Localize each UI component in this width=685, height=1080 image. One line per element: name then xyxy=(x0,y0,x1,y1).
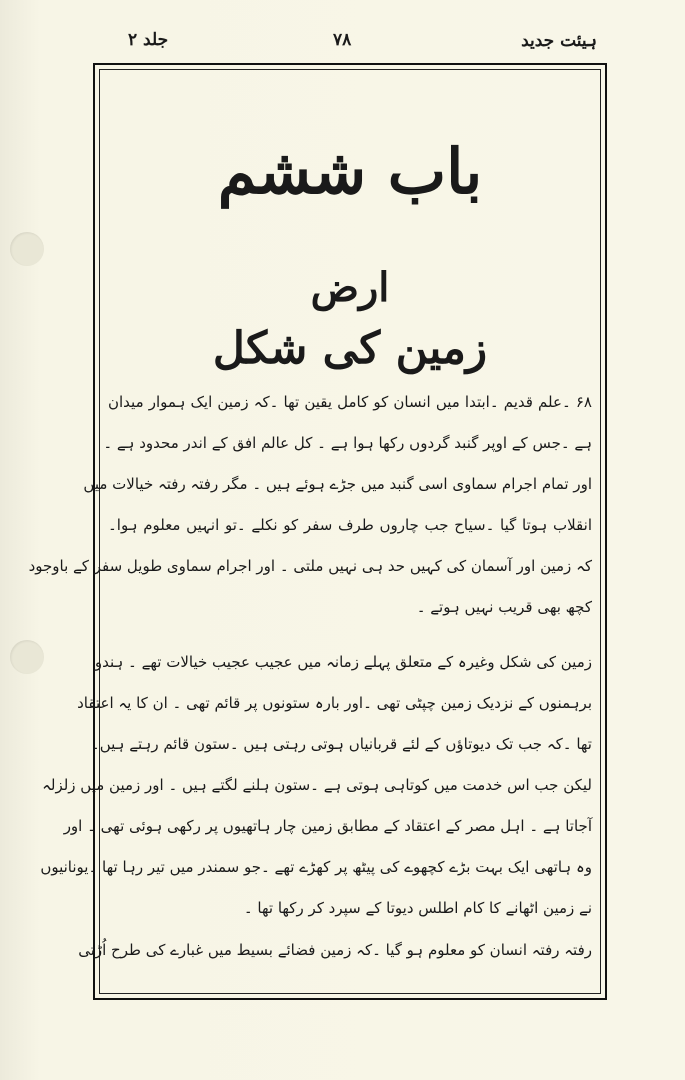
text-line: آجاتا ہے ۔ اہل مصر کے اعتقاد کے مطابق زمین چار ہاتھیوں پر رکھی ہوئی تھی ۔ اور xyxy=(63,817,592,835)
text-line: زمین کی شکل وغیرہ کے متعلق پہلے زمانہ میں عجیب عجیب خیالات تھے ۔ ہندو xyxy=(94,653,592,671)
text-line: وہ ہاتھی ایک بہت بڑے کچھوے کی پیٹھ پر کھڑے تھے ۔جو سمندر میں تیر رہا تھا ۔یونانیوں xyxy=(40,858,592,876)
section-subtitle: زمین کی شکل xyxy=(212,323,488,374)
text-line: ہے ۔جس کے اوپر گنبد گردوں رکھا ہوا ہے ۔ کل عالم افق کے اندر محدود ہے ۔ xyxy=(103,434,592,452)
text-line: کہ زمین اور آسمان کی کہیں حد ہی نہیں ملتی ۔ اور اجرام سماوی طویل سفر کے باوجود xyxy=(28,557,592,575)
punch-hole-mark xyxy=(10,640,44,674)
text-line: اور تمام اجرام سماوی اسی گنبد میں جڑے ہوئے ہیں ۔ مگر رفتہ رفتہ خیالات میں xyxy=(83,475,592,493)
text-line: ۶۸ ۔علم قدیم ۔ابتدا میں انسان کو کامل یقین تھا ۔کہ زمین ایک ہموار میدان xyxy=(108,393,592,411)
chapter-title: باب ششم xyxy=(217,135,483,208)
paragraph-ancient-knowledge xyxy=(28,382,592,628)
text-line: لیکن جب اس خدمت میں کوتاہی ہوتی ہے ۔ستون ہلنے لگتے ہیں ۔ اور زمین میں زلزلہ xyxy=(42,776,592,794)
punch-hole-mark xyxy=(10,232,44,266)
running-head-title: ہیئت جدید xyxy=(521,31,597,51)
paragraph-gradual-discovery xyxy=(78,930,592,971)
section-title: ارض xyxy=(310,264,390,311)
text-line: کچھ بھی قریب نہیں ہوتے ۔ xyxy=(416,598,592,616)
text-line: نے زمین اٹھانے کا کام اطلس دیوتا کے سپرد کر رکھا تھا ۔ xyxy=(243,899,592,917)
volume-label: جلد ۲ xyxy=(128,30,169,50)
text-line: برہمنوں کے نزدیک زمین چپٹی تھی ۔اور بارہ ستونوں پر قائم تھی ۔ ان کا یہ اعتقاد xyxy=(77,694,592,712)
text-line: انقلاب ہوتا گیا ۔سیاح جب چاروں طرف سفر کو نکلے ۔تو انہیں معلوم ہوا۔ xyxy=(108,516,592,534)
paragraph-old-beliefs xyxy=(40,642,592,929)
text-line: تھا ۔کہ جب تک دیوتاؤں کے لئے قربانیاں ہوتی رہتی ہیں ۔ستون قائم رہتے ہیں۔ xyxy=(90,735,592,753)
page-number: ۷۸ xyxy=(333,30,352,50)
text-line: رفتہ رفتہ انسان کو معلوم ہو گیا ۔کہ زمین فضائے بسیط میں غبارے کی طرح اُڑتی xyxy=(78,941,592,959)
